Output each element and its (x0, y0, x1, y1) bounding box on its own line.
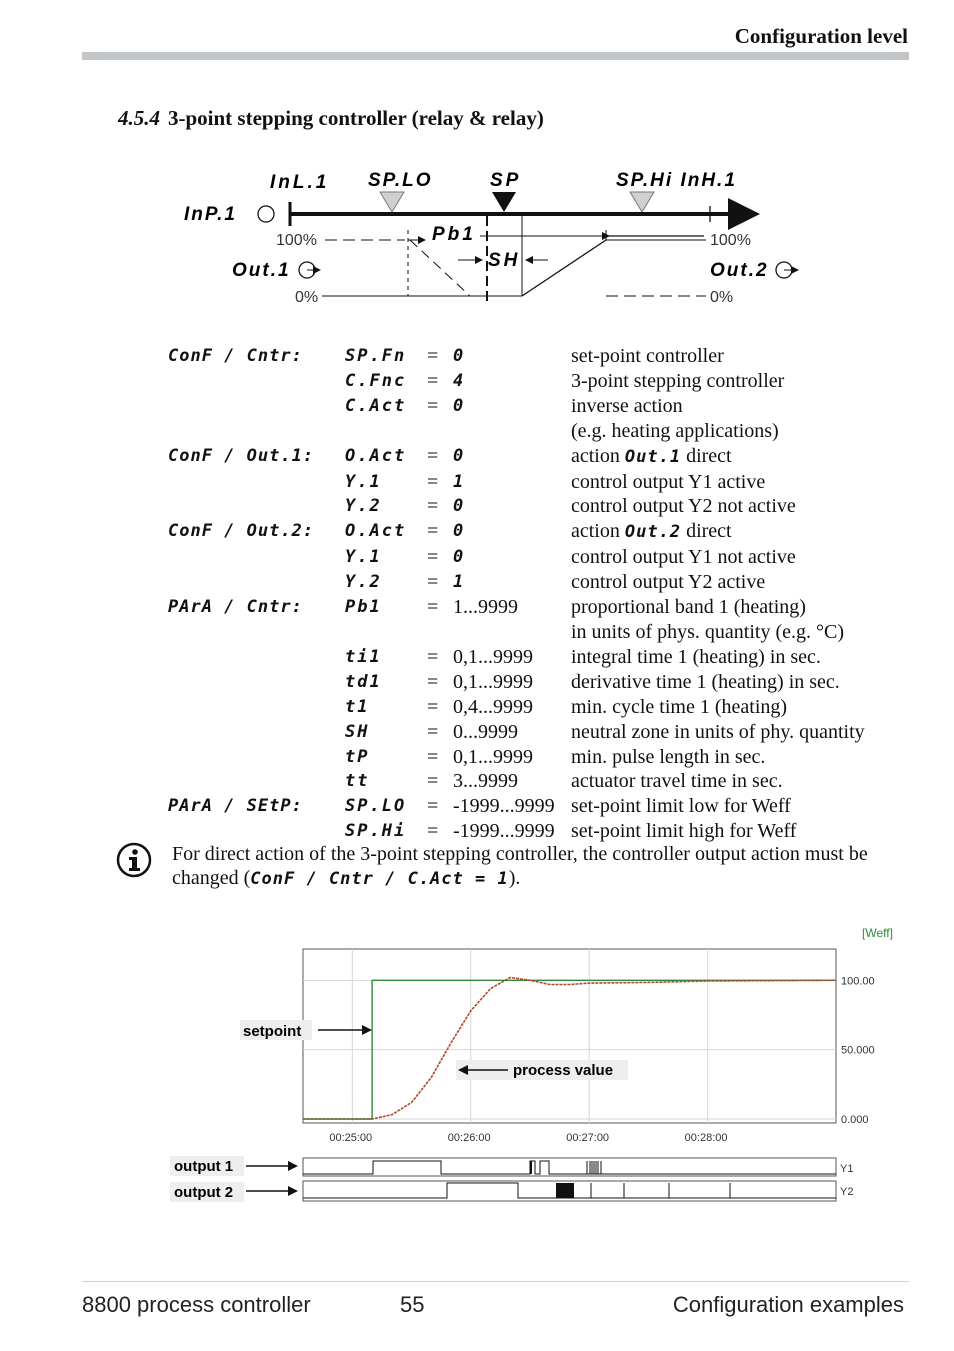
param-row (168, 620, 911, 645)
output1-label: output 1 (174, 1158, 234, 1175)
param-menu (168, 670, 345, 695)
chart-x-tick-label: 00:26:00 (447, 1132, 491, 1144)
label-sphi-inh1: SP.Hi InH.1 (616, 170, 737, 191)
param-row (168, 570, 911, 595)
section-title (118, 106, 544, 131)
section-number: 4.5.4 (118, 106, 160, 130)
label-inl1: InL.1 (270, 172, 330, 193)
param-equals: = (427, 820, 439, 843)
param-menu (168, 470, 345, 495)
pct100-right: 100% (710, 232, 751, 249)
footer-page-number: 55 (400, 1292, 425, 1317)
param-description: control output Y2 active (571, 571, 766, 594)
out1-curve (410, 240, 470, 296)
param-name: Y.2 (345, 572, 382, 593)
label-inp1: InP.1 (184, 204, 237, 225)
header-bar (82, 52, 909, 60)
param-row (168, 819, 911, 844)
param-row (168, 545, 911, 570)
param-equals: = (427, 695, 439, 718)
param-description: (e.g. heating applications) (571, 419, 779, 442)
sp-marker (492, 192, 516, 212)
param-name: SH (345, 721, 370, 742)
param-description (571, 519, 911, 545)
param-menu (168, 419, 345, 444)
param-value: 0 (453, 445, 464, 466)
param-description: 3-point stepping controller (571, 369, 785, 392)
param-equals: = (427, 770, 439, 793)
param-value: 0 (453, 547, 464, 568)
param-description: control output Y1 active (571, 470, 766, 493)
param-name (345, 620, 427, 645)
param-description-part: direct (681, 520, 732, 543)
param-value: -1999...9999 (453, 795, 555, 818)
label-splo: SP.LO (368, 170, 433, 191)
param-menu (168, 695, 345, 720)
note-text-pre: For direct action of the 3-point stepping controller, the controller output action must be changed ( (172, 843, 868, 889)
param-description: min. cycle time 1 (heating) (571, 695, 788, 718)
param-description: set-point limit low for Weff (571, 795, 791, 818)
param-equals (427, 620, 453, 645)
param-name (345, 419, 427, 444)
param-value (453, 620, 571, 645)
param-row (168, 344, 911, 369)
chart-y-tick-label: 100.00 (841, 975, 875, 988)
label-sh: SH (488, 250, 521, 271)
sphi-marker (630, 192, 654, 212)
param-menu (168, 369, 345, 394)
param-name: SP.Fn (345, 346, 407, 366)
label-pb1: Pb1 (432, 224, 476, 245)
param-value: 1...9999 (453, 596, 518, 619)
param-name: SP.LO (345, 796, 407, 817)
param-menu (168, 745, 345, 770)
chart-y-tick-label: 0.000 (841, 1114, 869, 1126)
param-value: 1 (453, 471, 464, 492)
param-row (168, 444, 911, 470)
param-row (168, 720, 911, 745)
param-row (168, 494, 911, 519)
param-menu (168, 645, 345, 670)
chart-plot-area (303, 949, 836, 1123)
param-equals: = (427, 546, 439, 569)
param-description: in units of phys. quantity (e.g. °C) (571, 620, 844, 643)
param-value: 0 (453, 346, 464, 366)
param-equals: = (427, 369, 439, 392)
param-menu (168, 620, 345, 645)
y2-label: Y2 (840, 1186, 854, 1198)
pct0-right: 0% (710, 289, 734, 306)
param-value: 0,1...9999 (453, 745, 533, 768)
param-value: 1 (453, 572, 464, 593)
param-name: Pb1 (345, 597, 382, 618)
param-name: tt (345, 771, 370, 792)
param-menu: PArA / Cntr: (168, 597, 303, 618)
param-value: 0...9999 (453, 720, 518, 743)
param-name: td1 (345, 671, 382, 692)
param-menu (168, 570, 345, 595)
param-row (168, 470, 911, 495)
param-value: 0 (453, 496, 464, 517)
param-name: O.Act (345, 445, 407, 466)
param-row (168, 695, 911, 720)
param-row (168, 394, 911, 419)
param-name: Y.1 (345, 471, 382, 492)
label-sp: SP (490, 170, 522, 191)
param-equals: = (427, 645, 439, 668)
param-description-part: Out.2 (624, 522, 682, 543)
param-equals: = (427, 670, 439, 693)
param-equals: = (427, 394, 439, 417)
footer-chapter: Configuration examples (672, 1292, 904, 1317)
out2-curve (522, 240, 606, 296)
param-name: C.Fnc (345, 370, 407, 391)
param-equals: = (427, 520, 439, 543)
param-equals (427, 419, 453, 444)
param-menu (168, 819, 345, 844)
param-value: 3...9999 (453, 770, 518, 793)
param-description: control output Y1 not active (571, 546, 796, 569)
param-equals: = (427, 444, 439, 467)
param-name: Y.1 (345, 547, 382, 568)
stepping-controller-diagram (170, 160, 820, 310)
param-row (168, 794, 911, 819)
param-equals: = (427, 495, 439, 518)
param-menu: ConF / Out.1: (168, 445, 315, 466)
section-title-text: 3-point stepping controller (relay & relay) (168, 106, 544, 130)
label-out1: Out.1 (232, 260, 291, 281)
param-value: 0 (453, 395, 464, 416)
param-name: SP.Hi (345, 821, 407, 842)
note-text (172, 842, 892, 891)
param-description: integral time 1 (heating) in sec. (571, 645, 821, 668)
chart-x-tick-label: 00:28:00 (684, 1132, 728, 1144)
param-menu: ConF / Out.2: (168, 521, 315, 542)
footer-rule (82, 1281, 909, 1282)
param-description (571, 444, 911, 470)
param-value (453, 419, 571, 444)
y1-label: Y1 (840, 1163, 854, 1175)
param-description: set-point controller (571, 345, 724, 367)
process-annotation: process value (513, 1062, 614, 1079)
param-description: inverse action (571, 394, 683, 417)
chart-x-tick-label: 00:27:00 (566, 1132, 610, 1144)
param-name: O.Act (345, 521, 407, 542)
pct0-left: 0% (295, 289, 319, 306)
param-description: set-point limit high for Weff (571, 820, 797, 843)
param-equals: = (427, 470, 439, 493)
param-menu: ConF / Cntr: (168, 346, 303, 366)
param-row (168, 519, 911, 545)
param-description: control output Y2 not active (571, 495, 796, 518)
param-name: tP (345, 746, 370, 767)
param-row (168, 670, 911, 695)
param-value: 0 (453, 521, 464, 542)
param-row (168, 645, 911, 670)
param-value: -1999...9999 (453, 820, 555, 843)
chart-y-tick-label: 50.000 (841, 1044, 875, 1057)
param-description: neutral zone in units of phy. quantity (571, 720, 865, 743)
param-menu: PArA / SEtP: (168, 796, 303, 817)
param-value: 0,1...9999 (453, 645, 533, 668)
param-menu (168, 494, 345, 519)
param-description: min. pulse length in sec. (571, 745, 766, 768)
param-description-part: direct (681, 444, 732, 467)
param-name: Y.2 (345, 496, 382, 517)
param-value: 0,4...9999 (453, 695, 533, 718)
param-equals: = (427, 571, 439, 594)
param-row (168, 745, 911, 770)
param-menu (168, 394, 345, 419)
param-description: derivative time 1 (heating) in sec. (571, 670, 840, 693)
note-text-post: ). (508, 867, 521, 889)
param-description: actuator travel time in sec. (571, 770, 783, 793)
param-row (168, 419, 911, 444)
param-equals: = (427, 596, 439, 619)
param-row (168, 369, 911, 394)
note-text-lcd: ConF / Cntr / C.Act = 1 (250, 869, 509, 889)
param-value: 0,1...9999 (453, 670, 533, 693)
param-description: proportional band 1 (heating) (571, 596, 806, 619)
param-equals: = (427, 345, 439, 367)
output2-label: output 2 (174, 1184, 234, 1201)
param-equals: = (427, 720, 439, 743)
pct100-left: 100% (276, 232, 317, 249)
param-equals: = (427, 745, 439, 768)
input-icon (258, 206, 274, 222)
param-name: t1 (345, 696, 370, 717)
chart-unit: [Weff] (862, 926, 893, 940)
param-description-part: action (571, 520, 625, 543)
setpoint-annotation: setpoint (243, 1023, 302, 1040)
footer-product: 8800 process controller (82, 1292, 311, 1317)
param-name: ti1 (345, 646, 382, 667)
parameter-table (168, 344, 911, 844)
page-header-title: Configuration level (734, 24, 908, 48)
splo-marker (380, 192, 404, 212)
param-equals: = (427, 795, 439, 818)
param-description-part: action (571, 444, 625, 467)
info-icon (116, 842, 152, 878)
trend-chart (160, 920, 920, 1210)
label-out2: Out.2 (710, 260, 769, 281)
chart-x-tick-label: 00:25:00 (329, 1132, 373, 1144)
param-menu (168, 545, 345, 570)
param-name: C.Act (345, 395, 407, 416)
param-description-part: Out.1 (624, 446, 682, 467)
param-row (168, 769, 911, 794)
param-row (168, 595, 911, 620)
param-menu (168, 769, 345, 794)
param-menu (168, 720, 345, 745)
param-value: 4 (453, 370, 464, 391)
